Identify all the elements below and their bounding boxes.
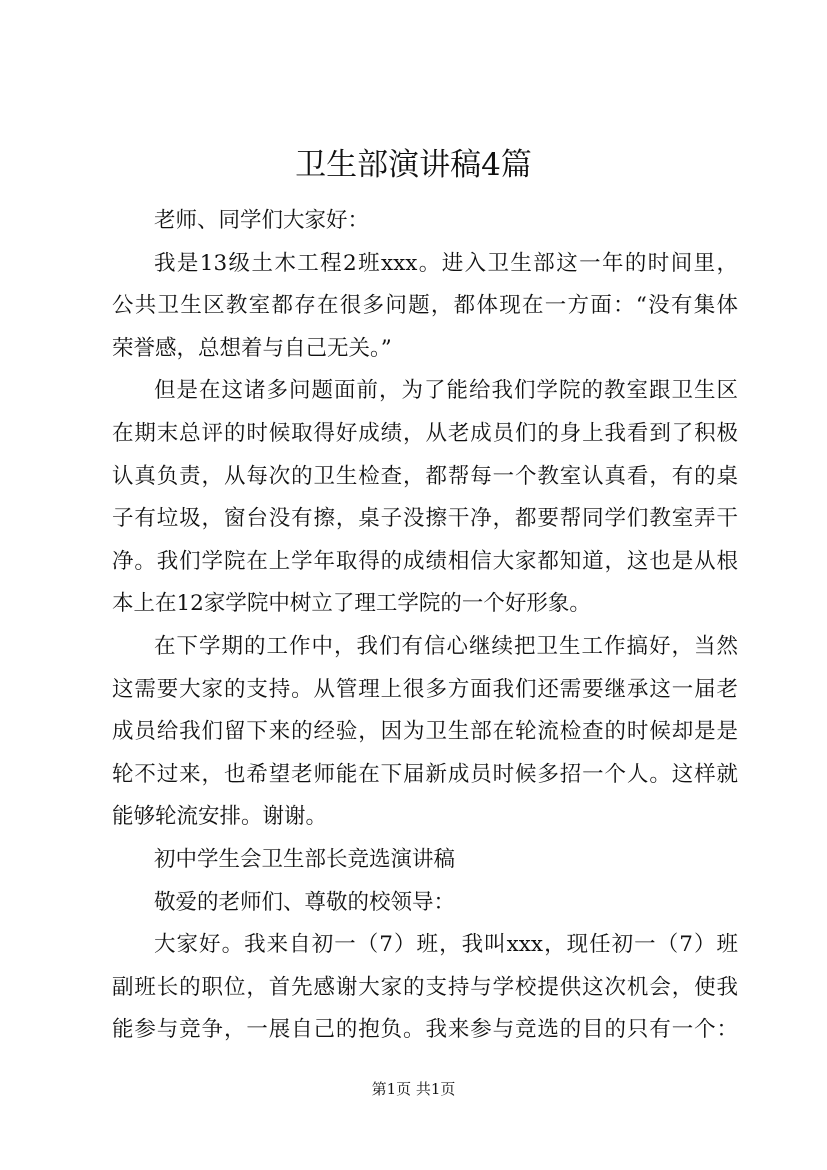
text-line: 大家好。我来自初一（7）班，我叫xxx，现任初一（7）班 — [154, 932, 738, 958]
paragraph — [112, 370, 738, 626]
text-line: 轮不过来，也希望老师能在下届新成员时候多招一个人。这样就 — [112, 761, 738, 787]
text-line: 净。我们学院在上学年取得的成绩相信大家都知道，这也是从根 — [112, 548, 738, 574]
document-body — [112, 200, 738, 1052]
text-line: 老师、同学们大家好： — [154, 208, 370, 233]
paragraph — [112, 882, 738, 925]
text-line: 在期末总评的时候取得好成绩，从老成员们的身上我看到了积极 — [112, 420, 738, 446]
paragraph — [112, 626, 738, 839]
text-line: 初中学生会卫生部长竞选演讲稿 — [154, 846, 456, 872]
paragraph — [112, 924, 738, 1052]
text-line: 荣誉感，总想着与自己无关。” — [112, 335, 392, 361]
document-title: 卫生部演讲稿4篇 — [295, 147, 532, 183]
text-line: 认真负责，从每次的卫生检查，都帮每一个教室认真看，有的桌 — [112, 463, 738, 489]
text-line: 能参与竞争，一展自己的抱负。我来参与竞选的目的只有一个： — [112, 1017, 738, 1043]
text-line: 子有垃圾，窗台没有擦，桌子没擦干净，都要帮同学们教室弄干 — [112, 506, 738, 532]
text-line: 成员给我们留下来的经验，因为卫生部在轮流检查的时候却是是 — [112, 719, 738, 745]
text-line: 敬爱的老师们、尊敬的校领导： — [154, 889, 456, 915]
text-line: 能够轮流安排。谢谢。 — [112, 804, 328, 830]
paragraph — [112, 243, 738, 371]
text-line: 本上在12家学院中树立了理工学院的一个好形象。 — [112, 591, 591, 617]
section-heading — [112, 839, 738, 882]
text-line: 公共卫生区教室都存在很多问题，都体现在一方面：“没有集体 — [112, 293, 738, 319]
paragraph — [112, 200, 738, 243]
text-line: 但是在这诸多问题面前，为了能给我们学院的教室跟卫生区 — [154, 378, 738, 404]
text-line: 这需要大家的支持。从管理上很多方面我们还需要继承这一届老 — [112, 676, 738, 702]
text-line: 我是13级土木工程2班xxx。进入卫生部这一年的时间里， — [154, 250, 738, 276]
text-line: 副班长的职位，首先感谢大家的支持与学校提供这次机会，使我 — [112, 974, 738, 1000]
text-line: 在下学期的工作中，我们有信心继续把卫生工作搞好，当然 — [154, 633, 738, 659]
page-footer: 第1页 共1页 — [371, 1080, 456, 1098]
